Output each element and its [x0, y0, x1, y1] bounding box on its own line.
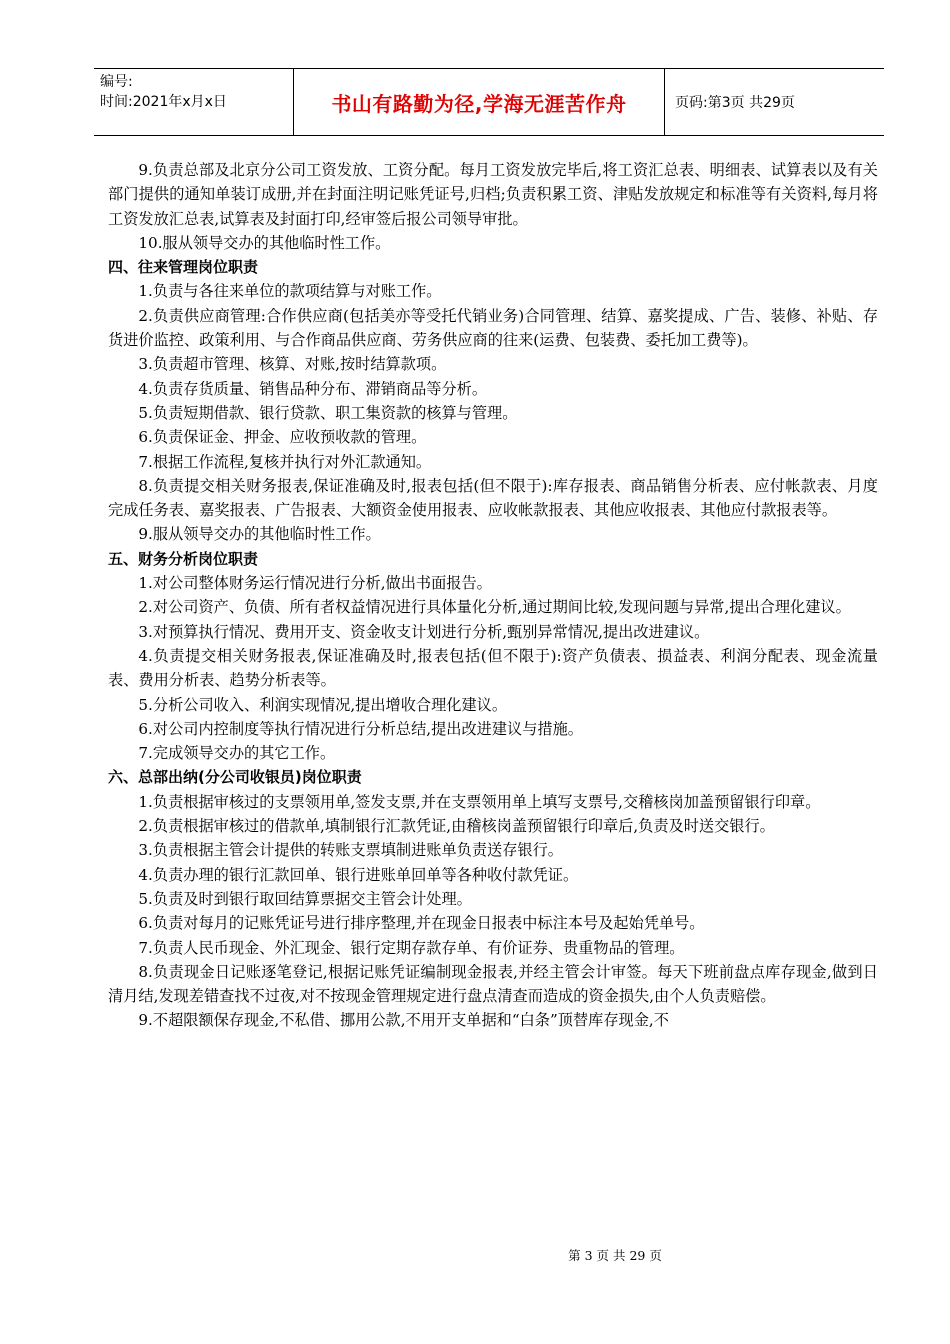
page-footer: 第 3 页 共 29 页 — [568, 1248, 662, 1263]
list-item: 2.对公司资产、负债、所有者权益情况进行具体量化分析,通过期间比较,发现问题与异常,提出合理化建议。 — [138, 598, 851, 617]
header-motto: 书山有路勤为径,学海无涯苦作舟 — [294, 69, 665, 135]
list-item: 6.负责对每月的记账凭证号进行排序整理,并在现金日报表中标注本号及起始凭单号。 — [138, 914, 705, 933]
list-item: 9.不超限额保存现金,不私借、挪用公款,不用开支单据和“白条”顶替库存现金,不 — [138, 1011, 669, 1030]
list-item: 9.负责总部及北京分公司工资发放、工资分配。每月工资发放完毕后,将工资汇总表、明细表、试算表以及有关部门提供的通知单装订成册,并在封面注明记账凭证号,归档;负责积累工资、津贴发放规定和标准等有关资料,每月将工资发放汇总表,试算表及封面打印,经审签后报公司领导审批。 — [108, 161, 878, 228]
list-item: 3.负责根据主管会计提供的转账支票填制进账单负责送存银行。 — [138, 841, 563, 860]
list-item: 9.服从领导交办的其他临时性工作。 — [138, 525, 381, 544]
list-item: 1.对公司整体财务运行情况进行分析,做出书面报告。 — [138, 574, 492, 593]
document-time-label: 时间:2021年x月x日 — [100, 94, 227, 110]
list-item: 8.负责现金日记账逐笔登记,根据记账凭证编制现金报表,并经主管会计审签。每天下班前盘点库存现金,做到日清月结,发现差错查找不过夜,对不按现金管理规定进行盘点清查而造成的资金损失,由个人负责赔偿。 — [108, 962, 878, 1006]
list-item: 10.服从领导交办的其他临时性工作。 — [138, 233, 391, 252]
section-heading: 四、往来管理岗位职责 — [108, 258, 259, 277]
list-item: 4.负责提交相关财务报表,保证准确及时,报表包括(但不限于):资产负债表、损益表、利润分配表、现金流量表、费用分析表、趋势分析表等。 — [108, 646, 878, 690]
list-item: 5.负责及时到银行取回结算票据交主管会计处理。 — [138, 889, 472, 908]
page-header — [94, 68, 884, 136]
list-item: 6.对公司内控制度等执行情况进行分析总结,提出改进建议与措施。 — [138, 719, 583, 738]
list-item: 1.负责根据审核过的支票领用单,签发支票,并在支票领用单上填写支票号,交稽核岗加盖预留银行印章。 — [138, 792, 821, 811]
list-item: 5.负责短期借款、银行贷款、职工集资款的核算与管理。 — [138, 403, 518, 422]
list-item: 2.负责根据审核过的借款单,填制银行汇款凭证,由稽核岗盖预留银行印章后,负责及时送交银行。 — [138, 817, 775, 836]
header-page-code: 页码:第3页 共29页 — [675, 95, 795, 111]
list-item: 7.根据工作流程,复核并执行对外汇款通知。 — [138, 452, 432, 471]
document-body — [108, 158, 878, 1033]
section-heading: 六、总部出纳(分公司收银员)岗位职责 — [108, 768, 362, 787]
document-number-label: 编号: — [100, 74, 133, 90]
list-item: 2.负责供应商管理:合作供应商(包括美亦等受托代销业务)合同管理、结算、嘉奖提成、广告、装修、补贴、存货进价监控、政策利用、与合作商品供应商、劳务供应商的往来(运费、包装费、委托加工费等)。 — [108, 306, 878, 350]
header-info — [94, 69, 294, 135]
list-item: 3.负责超市管理、核算、对账,按时结算款项。 — [138, 355, 447, 374]
list-item: 7.完成领导交办的其它工作。 — [138, 744, 336, 763]
section-heading: 五、财务分析岗位职责 — [108, 549, 259, 568]
list-item: 1.负责与各往来单位的款项结算与对账工作。 — [138, 282, 442, 301]
list-item: 4.负责存货质量、销售品种分布、滞销商品等分析。 — [138, 379, 488, 398]
list-item: 3.对预算执行情况、费用开支、资金收支计划进行分析,甄别异常情况,提出改进建议。 — [138, 622, 710, 641]
list-item: 6.负责保证金、押金、应收预收款的管理。 — [138, 428, 427, 447]
list-item: 8.负责提交相关财务报表,保证准确及时,报表包括(但不限于):库存报表、商品销售分析表、应付帐款表、月度完成任务表、嘉奖报表、广告报表、大额资金使用报表、应收帐款报表、其他应收报表、其他应付款报表等。 — [108, 476, 878, 520]
list-item: 5.分析公司收入、利润实现情况,提出增收合理化建议。 — [138, 695, 508, 714]
list-item: 7.负责人民币现金、外汇现金、银行定期存款存单、有价证券、贵重物品的管理。 — [138, 938, 685, 957]
list-item: 4.负责办理的银行汇款回单、银行进账单回单等各种收付款凭证。 — [138, 865, 579, 884]
